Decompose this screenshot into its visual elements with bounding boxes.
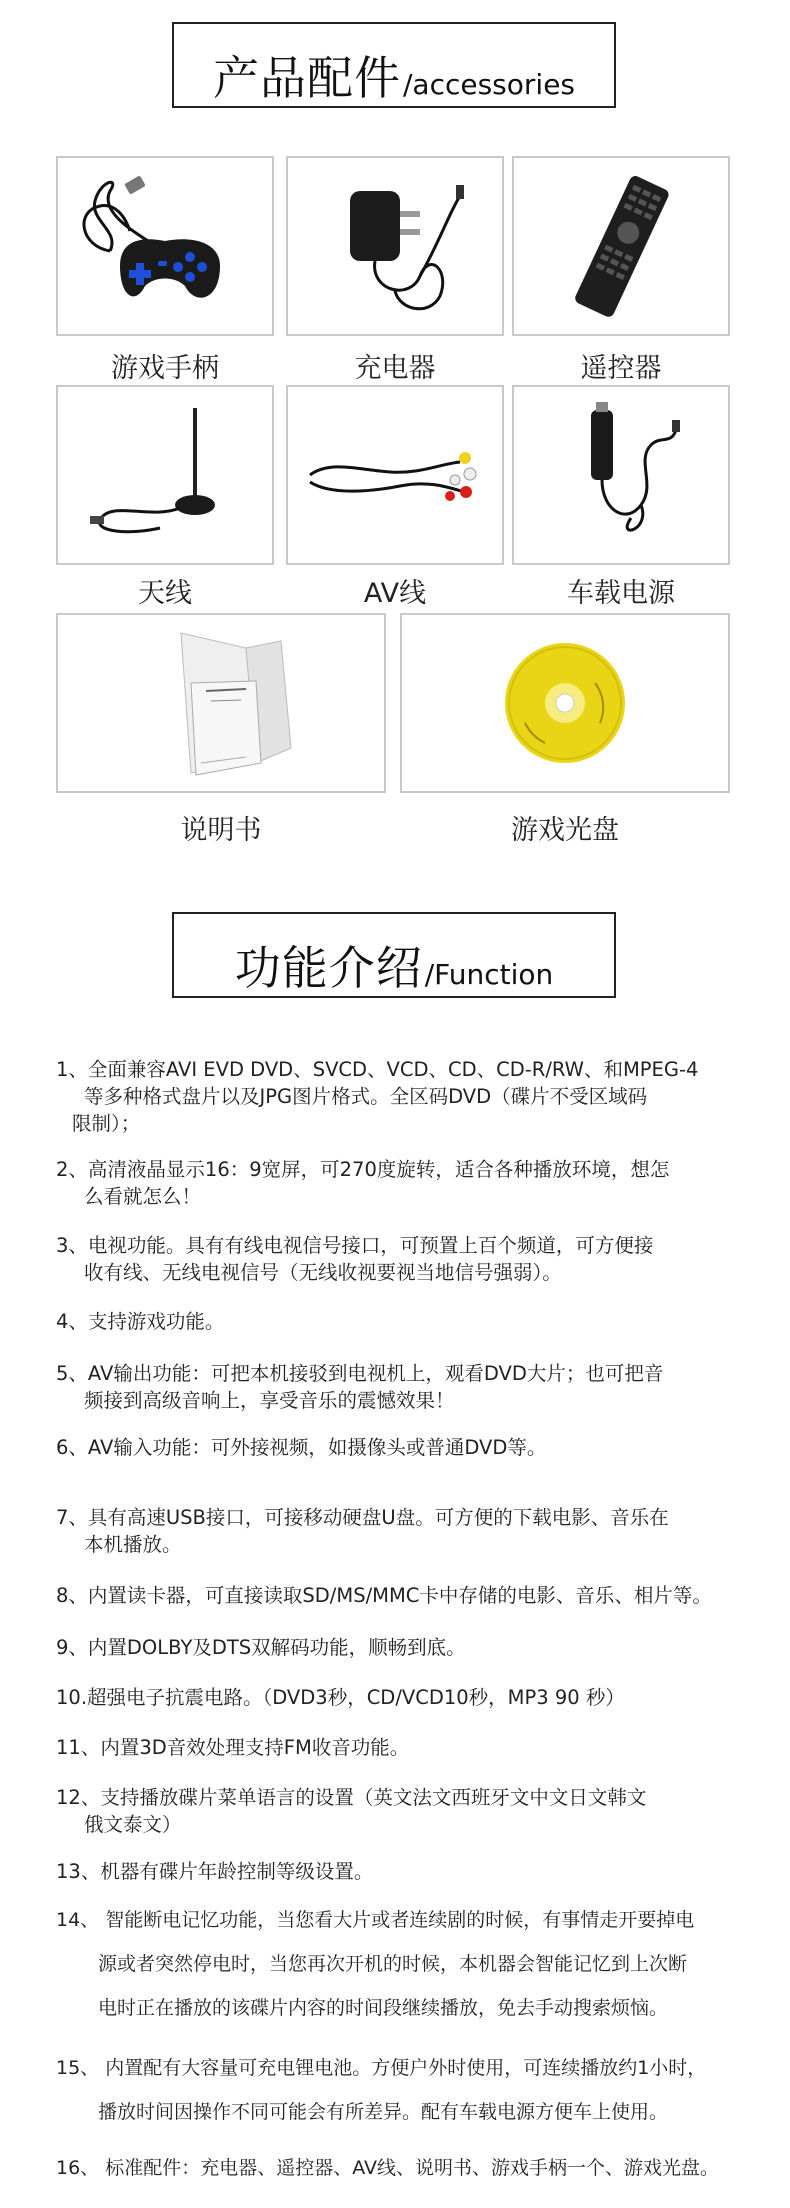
accessory-card-av-cable [286, 385, 504, 565]
accessory-label-antenna: 天线 [138, 578, 192, 609]
accessory-label-manual: 说明书 [180, 815, 262, 846]
feature-item-10: 10.超强电子抗震电路。（DVD3秒，CD/VCD10秒，MP3 90 秒） [56, 1686, 625, 1709]
accessory-card-gamepad [56, 156, 274, 336]
accessory-card-car-charger [512, 385, 730, 565]
feature-item-2: 2、高清液晶显示16：9宽屏，可270度旋转，适合各种播放环境，想怎 么看就怎么！ [56, 1158, 670, 1208]
feature-item-16: 16、 标准配件：充电器、遥控器、AV线、说明书、游戏手柄一个、游戏光盘。 [56, 2157, 719, 2179]
accessory-label-remote: 遥控器 [580, 353, 662, 384]
feature-item-12: 12、支持播放碟片菜单语言的设置（英文法文西班牙文中文日文韩文 俄文泰文） [56, 1786, 647, 1836]
accessory-card-remote [512, 156, 730, 336]
antenna-icon [70, 400, 260, 550]
feature-item-5: 5、AV输出功能：可把本机接驳到电视机上，观看DVD大片；也可把音 频接到高级音响上，享受音乐的震憾效果！ [56, 1362, 664, 1412]
accessories-title-en: /accessories [402, 68, 576, 101]
accessory-card-charger [286, 156, 504, 336]
accessory-label-gamepad: 游戏手柄 [111, 353, 219, 384]
accessories-title-zh: 产品配件 [212, 51, 401, 105]
feature-item-3: 3、电视功能。具有有线电视信号接口，可预置上百个频道，可方便接 收有线、无线电视信号（无线收视要视当地信号强弱）。 [56, 1234, 654, 1284]
accessory-label-game-disc: 游戏光盘 [511, 815, 619, 846]
accessory-label-av-cable: AV线 [363, 578, 427, 609]
car-charger-icon [526, 400, 716, 550]
feature-item-9: 9、内置DOLBY及DTS双解码功能，顺畅到底。 [56, 1636, 466, 1659]
accessory-card-antenna [56, 385, 274, 565]
accessory-label-charger: 充电器 [354, 353, 436, 384]
feature-item-8: 8、内置读卡器，可直接读取SD/MS/MMC卡中存储的电影、音乐、相片等。 [56, 1584, 712, 1607]
feature-item-6: 6、AV输入功能：可外接视频，如摄像头或普通DVD等。 [56, 1436, 547, 1459]
charger-icon [300, 171, 490, 321]
feature-item-15: 15、 内置配有大容量可充电锂电池。方便户外时使用，可连续播放约1小时， 播放时间因操作不同可能会有所差异。配有车载电源方便车上使用。 [56, 2057, 707, 2123]
feature-item-4: 4、支持游戏功能。 [56, 1310, 225, 1333]
gamepad-icon [70, 171, 260, 321]
remote-icon [526, 171, 716, 321]
feature-item-7: 7、具有高速USB接口，可接移动硬盘U盘。可方便的下载电影、音乐在 本机播放。 [56, 1506, 669, 1556]
function-title-en: /Function [424, 958, 554, 991]
feature-item-1: 1、全面兼容AVI EVD DVD、SVCD、VCD、CD、CD-R/RW、和MPEG-4 等多种格式盘片以及JPG图片格式。全区码DVD（碟片不受区域码 限制）； [56, 1058, 699, 1135]
feature-item-13: 13、机器有碟片年龄控制等级设置。 [56, 1860, 374, 1883]
feature-item-11: 11、内置3D音效处理支持FM收音功能。 [56, 1736, 410, 1759]
function-title-zh: 功能介绍 [234, 941, 423, 995]
accessory-card-manual [56, 613, 386, 793]
av-cable-icon [300, 400, 490, 550]
game-disc-icon [485, 623, 645, 783]
accessory-card-game-disc [400, 613, 730, 793]
accessory-label-car-charger: 车载电源 [567, 578, 675, 609]
manual-icon [96, 623, 346, 783]
feature-item-14: 14、 智能断电记忆功能，当您看大片或者连续剧的时候，有事情走开要掉电 源或者突然停电时，当您再次开机的时候，本机器会智能记忆到上次断 电时正在播放的该碟片内容的时间段继续播放，免去手动搜索烦恼。 [56, 1909, 695, 2019]
accessories-title [172, 22, 616, 108]
function-title [172, 912, 616, 998]
